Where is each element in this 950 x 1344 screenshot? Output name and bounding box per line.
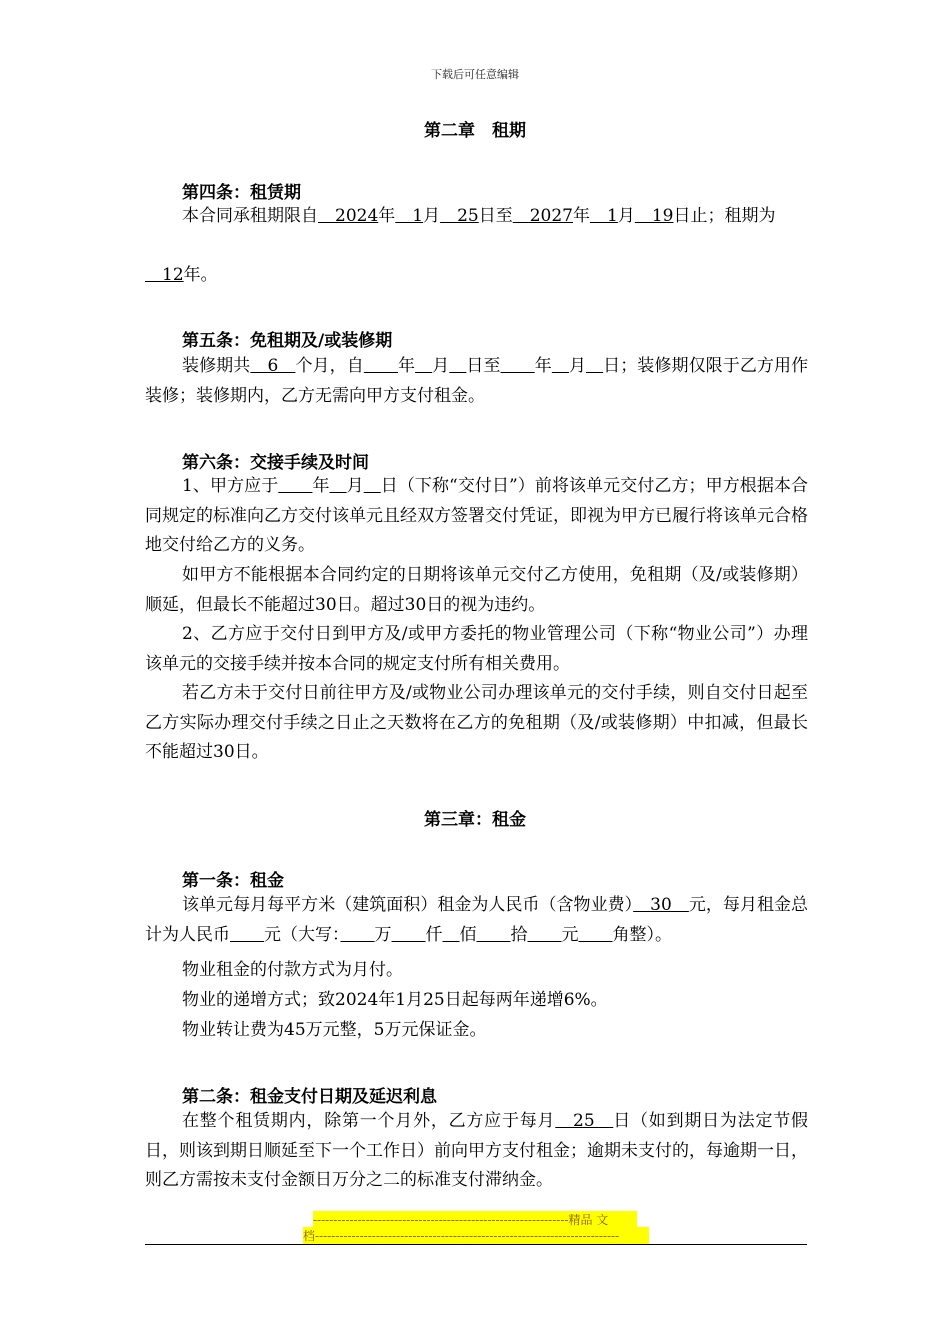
header-note: 下载后可任意编辑 [431,68,519,81]
paragraph: 1、甲方应于 年 月 日（下称“交付日”）前将该单元交付乙方；甲方根据本合同规定的标准向乙方交付该单元且经双方签署交付凭证，即视为甲方已履行将该单元合格地交付给乙方的义务。 [145,476,809,555]
paragraph: 物业转让费为45万元整，5万元保证金。 [182,1020,487,1040]
article-title: 第五条：免租期及/或装修期 [182,331,393,351]
paragraph: 装修期共 6 个月，自 年 月 日至 年 月 日；装修期仅限于乙方用作装修；装修期内，乙方无需向甲方支付租金。 [145,356,809,406]
article-title: 第四条：租赁期 [182,183,301,203]
paragraph: 如甲方不能根据本合同约定的日期将该单元交付乙方使用，免租期（及/或装修期）顺延，但最长不能超过30日。超过30日的视为违约。 [145,565,808,615]
chapter-title: 第二章 租期 [424,121,526,141]
paragraph: 物业租金的付款方式为月付。 [182,960,403,980]
footer-divider [145,1244,807,1245]
paragraph: 物业的递增方式；致2024年1月25日起每两年递增6%。 [182,990,608,1010]
paragraph: 12年。 [145,265,218,285]
paragraph: 在整个租赁期内，除第一个月外，乙方应于每月 25 日（如到期日为法定节假日，则该到期日顺延至下一个工作日）前向甲方支付租金；逾期未支付的，每逾期一日，则乙方需按未支付金额日万分之二的标准支付滞纳金。 [145,1111,809,1190]
footer-watermark-line: 档--------------------------------------------------------------------------- [303,1227,649,1244]
article-title: 第六条：交接手续及时间 [182,453,369,473]
paragraph: 该单元每月每平方米（建筑面积）租金为人民币（含物业费） 30 元，每月租金总计为人民币 元（大写： 万 仟 佰 拾 元 角整）。 [145,895,809,945]
article-title: 第一条：租金 [182,871,284,891]
paragraph: 若乙方未于交付日前往甲方及/或物业公司办理该单元的交付手续，则自交付日起至乙方实际办理交付手续之日止之天数将在乙方的免租期（及/或装修期）中扣减，但最长不能超过30日。 [145,683,808,762]
chapter-title: 第三章：租金 [424,810,526,830]
footer-watermark-line: ---------------------------------------------------------------精品 文 [313,1211,637,1228]
paragraph: 本合同承租期限自 2024年 1月 25日至 2027年 1月 19日止；租期为 [182,206,776,226]
article-title: 第二条：租金支付日期及延迟利息 [182,1087,437,1107]
paragraph: 2、乙方应于交付日到甲方及/或甲方委托的物业管理公司（下称“物业公司”）办理该单元的交接手续并按本合同的规定支付所有相关费用。 [145,624,808,674]
